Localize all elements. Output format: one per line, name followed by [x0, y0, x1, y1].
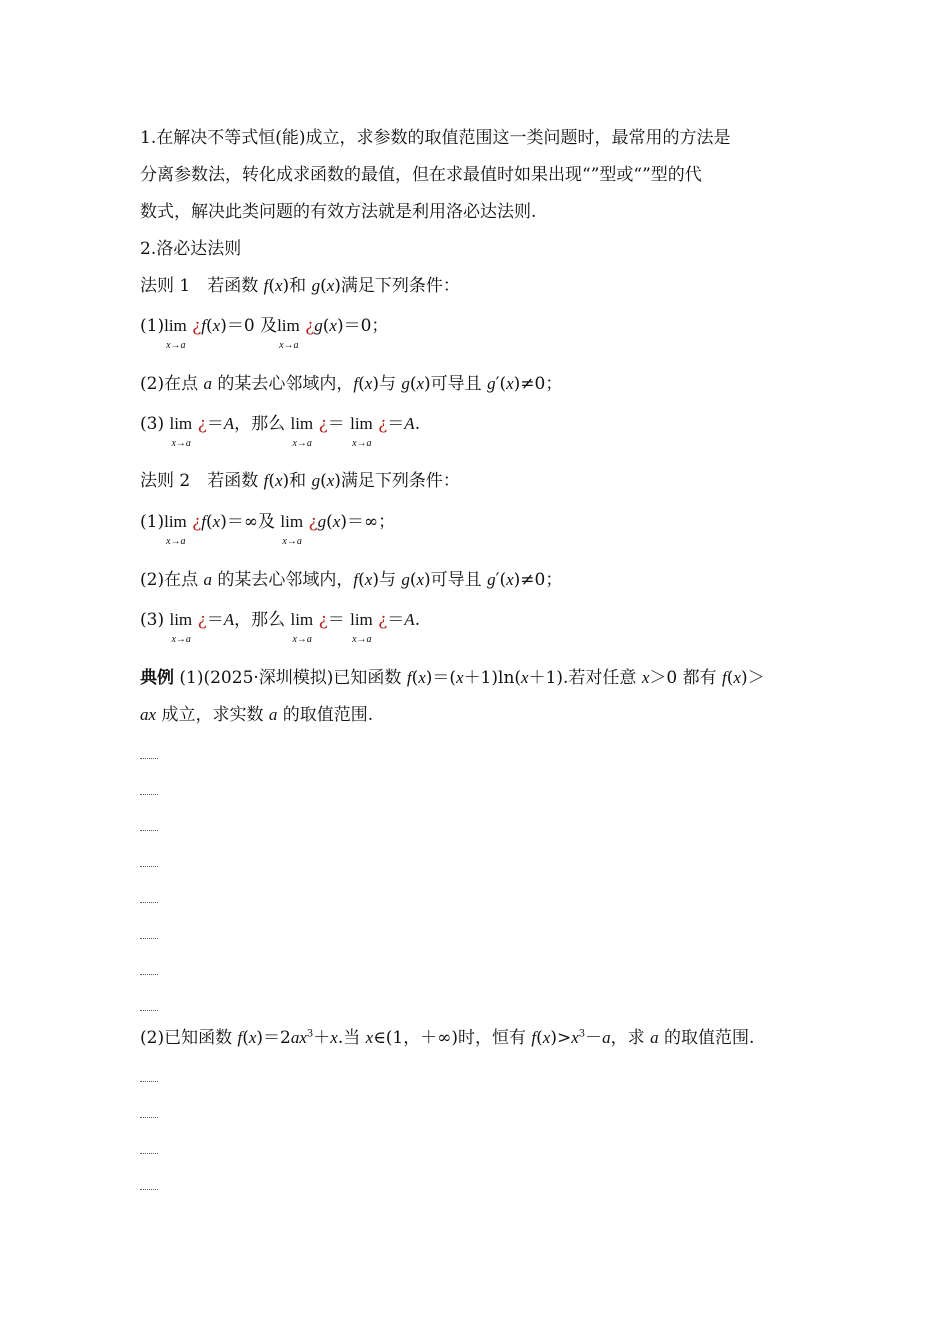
- limit-symbol: lim x→a: [290, 414, 314, 449]
- limit-symbol: lim x→a: [350, 414, 373, 449]
- rule2-condition-3: (3) lim x→a ¿＝A，那么 lim x→a ¿＝ lim x→a ¿＝A.: [140, 610, 421, 645]
- limit-symbol: lim x→a: [164, 512, 187, 547]
- rule2-condition-2: (2)在点 a 的某去心邻域内，f(x)与 g(x)可导且 g′(x)≠0；: [140, 570, 563, 590]
- intro-line-1: 1.在解决不等式恒(能)成立，求参数的取值范围这一类问题时，最常用的方法是: [140, 128, 731, 148]
- answer-line: [140, 866, 158, 867]
- answer-line: [140, 938, 158, 939]
- rule1-condition-3: (3) lim x→a ¿＝A，那么 lim x→a ¿＝ lim x→a ¿＝A.: [140, 414, 421, 449]
- intro-line-3: 数式，解决此类问题的有效方法就是利用洛必达法则.: [140, 202, 537, 222]
- answer-line: [140, 758, 158, 759]
- limit-symbol: lim x→a: [277, 316, 300, 351]
- example-part1-line1: 典例 (1)(2025·深圳模拟)已知函数 f(x)＝(x＋1)ln(x＋1).若对任意 x＞0 都有 f(x)＞: [140, 668, 765, 688]
- example-label: 典例: [140, 668, 174, 688]
- limit-symbol: lim x→a: [350, 610, 373, 645]
- rule2-condition-1: (1)lim x→a ¿f(x)＝∞及 lim x→a ¿g(x)＝∞；: [140, 512, 396, 547]
- limit-symbol: lim x→a: [290, 610, 314, 645]
- section-heading: 2.洛必达法则: [140, 239, 242, 259]
- example-part1-line2: ax 成立，求实数 a 的取值范围.: [140, 705, 374, 725]
- limit-symbol: lim x→a: [169, 414, 193, 449]
- example-part2: (2)已知函数 $f(x)=2ax^3+x$.当 x∈(1，＋∞)时，恒有 $f(x)>x^3-a$，求 a 的取值范围.: [140, 1028, 755, 1048]
- answer-line: [140, 1153, 158, 1154]
- answer-line: [140, 794, 158, 795]
- limit-symbol: lim x→a: [280, 512, 304, 547]
- rule2-title: 法则 2 若函数 f(x)和 g(x)满足下列条件：: [140, 471, 460, 491]
- intro-line-2: 分离参数法，转化成求函数的最值，但在求最值时如果出现“”型或“”型的代: [140, 165, 702, 185]
- answer-line: [140, 1189, 158, 1190]
- rule1-condition-1: (1)lim x→a ¿f(x)＝0 及lim x→a ¿g(x)＝0；: [140, 316, 389, 351]
- answer-line: [140, 1010, 158, 1011]
- rule1-condition-2: (2)在点 a 的某去心邻域内，f(x)与 g(x)可导且 g′(x)≠0；: [140, 374, 563, 394]
- answer-line: [140, 974, 158, 975]
- answer-line: [140, 902, 158, 903]
- rule1-title: 法则 1 若函数 f(x)和 g(x)满足下列条件：: [140, 276, 460, 296]
- answer-line: [140, 1081, 158, 1082]
- answer-line: [140, 830, 158, 831]
- limit-symbol: lim x→a: [169, 610, 193, 645]
- answer-line: [140, 1117, 158, 1118]
- limit-symbol: lim x→a: [164, 316, 187, 351]
